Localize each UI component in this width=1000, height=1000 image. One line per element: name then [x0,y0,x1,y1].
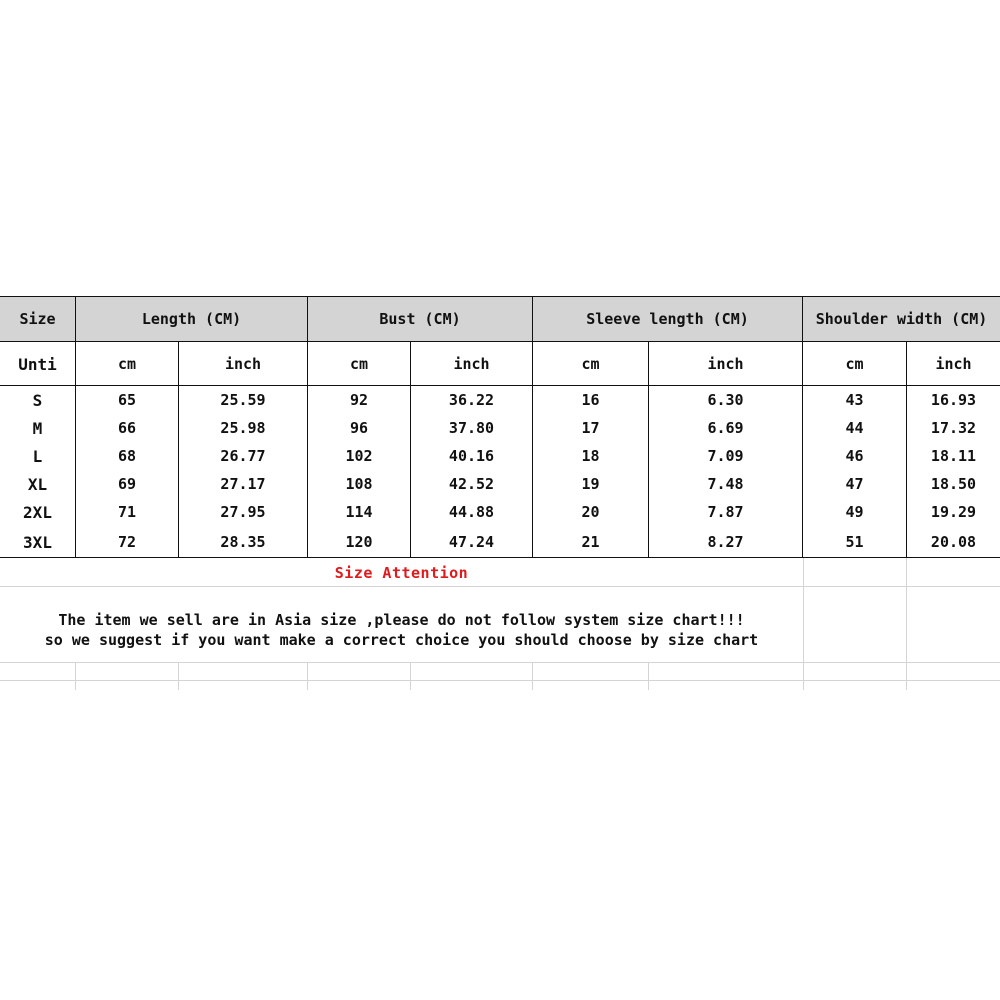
unit-inch: inch [453,355,490,373]
value-inch-cell: 40.16 [448,447,495,465]
value-cm-cell: 17 [581,419,600,437]
value-inch-cell: 7.87 [707,503,744,521]
value-inch-cell: 7.48 [707,475,744,493]
gridline [532,662,533,690]
border [410,341,411,558]
value-cm-cell: 21 [581,533,600,551]
value-cm-cell: 102 [345,447,373,465]
value-inch-cell: 36.22 [448,391,495,409]
value-cm-cell: 18 [581,447,600,465]
value-cm-cell: 114 [345,503,373,521]
gridline [75,662,76,690]
border [75,296,76,558]
unit-inch: inch [707,355,744,373]
value-cm-cell: 68 [117,447,137,465]
value-inch-cell: 20.08 [930,533,977,551]
value-inch-cell: 19.29 [930,503,977,521]
value-cm-cell: 19 [581,475,600,493]
border [532,296,533,558]
border [0,296,1000,297]
gridline [307,662,308,690]
unit-inch: inch [224,355,262,373]
gridline [0,586,1000,587]
border [906,341,907,558]
value-cm-cell: 20 [581,503,600,521]
size-cell: L [32,446,43,466]
border [648,341,649,558]
value-cm-cell: 66 [117,419,137,437]
value-cm-cell: 51 [845,533,864,551]
unit-header: Unti [18,354,57,374]
size-header: Size [0,296,75,342]
gridline [410,662,411,690]
value-inch-cell: 18.50 [930,475,977,493]
border [0,385,1000,386]
unit-cm: cm [349,355,369,373]
value-cm-cell: 49 [845,503,864,521]
border [802,296,803,558]
value-inch-cell: 7.09 [707,447,744,465]
unit-cm: cm [117,355,137,373]
value-inch-cell: 28.35 [220,533,266,551]
value-cm-cell: 44 [845,419,864,437]
size-cell: S [32,390,43,410]
value-cm-cell: 108 [345,475,373,493]
length-header: Length (CM) [76,296,307,342]
size-cell: 3XL [23,532,52,552]
gridline [803,558,804,690]
value-cm-cell: 71 [117,503,137,521]
size-cell: XL [27,474,48,494]
value-inch-cell: 27.95 [220,503,266,521]
gridline [648,662,649,690]
value-inch-cell: 8.27 [707,533,744,551]
size-cell: M [32,418,43,438]
border [0,557,1000,558]
value-inch-cell: 44.88 [448,503,495,521]
border [0,341,1000,342]
sleeve-length-header: Sleeve length (CM) [533,296,802,342]
bust-header: Bust (CM) [308,296,532,342]
unit-cm: cm [845,355,864,373]
gridline [906,558,907,690]
size-chart-sheet [0,296,1000,690]
value-cm-cell: 47 [845,475,864,493]
value-inch-cell: 6.30 [707,391,744,409]
value-inch-cell: 47.24 [448,533,495,551]
value-inch-cell: 37.80 [448,419,495,437]
value-cm-cell: 46 [845,447,864,465]
value-inch-cell: 16.93 [930,391,977,409]
value-inch-cell: 17.32 [930,419,977,437]
notice-line-2: so we suggest if you want make a correct choice you should choose by size chart [44,631,759,649]
value-cm-cell: 43 [845,391,864,409]
unit-cm: cm [581,355,600,373]
notice-line-1: The item we sell are in Asia size ,please do not follow system size chart!!! [58,611,745,629]
value-cm-cell: 120 [345,533,373,551]
value-inch-cell: 25.98 [220,419,266,437]
gridline [0,662,1000,663]
border [307,296,308,558]
value-inch-cell: 42.52 [448,475,495,493]
value-cm-cell: 65 [117,391,137,409]
value-cm-cell: 72 [117,533,137,551]
border [178,341,179,558]
value-cm-cell: 16 [581,391,600,409]
value-inch-cell: 27.17 [220,475,266,493]
gridline [178,662,179,690]
value-inch-cell: 6.69 [707,419,744,437]
shoulder-width-header: Shoulder width (CM) [803,296,1000,342]
value-inch-cell: 18.11 [930,447,977,465]
value-cm-cell: 96 [349,419,369,437]
unit-inch: inch [935,355,972,373]
size-notice [0,602,803,658]
value-cm-cell: 92 [349,391,369,409]
gridline [0,680,1000,681]
value-inch-cell: 25.59 [220,391,266,409]
size-attention-title: Size Attention [334,564,469,582]
value-inch-cell: 26.77 [220,447,266,465]
size-cell: 2XL [23,502,52,522]
value-cm-cell: 69 [117,475,137,493]
